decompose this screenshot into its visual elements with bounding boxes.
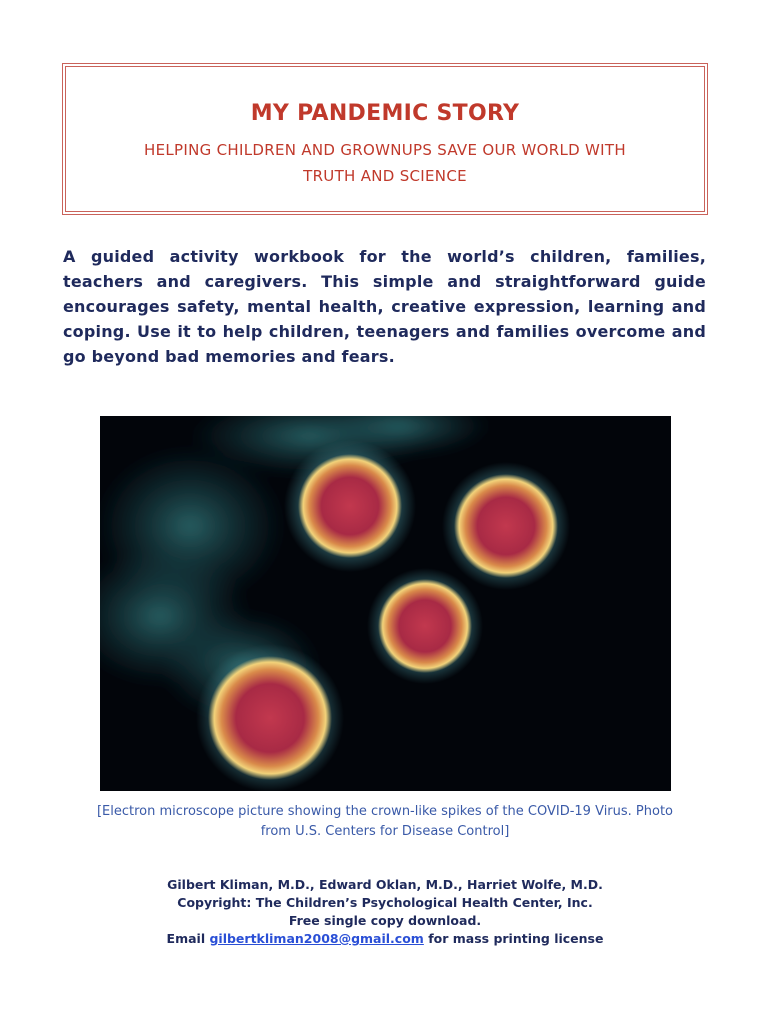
photo-caption [40,802,730,842]
caption-line-1: [Electron microscope picture showing the crown-like spikes of the COVID-19 Virus. Photo [96,804,674,819]
caption-line-2: from U.S. Centers for Disease Control] [260,824,510,839]
email-suffix: for mass printing license [428,931,604,946]
email-link[interactable]: gilbertkliman2008@gmail.com [209,931,424,946]
intro-paragraph: A guided activity workbook for the world’s children, families, teachers and caregivers. This simple and straightforward guide encourages safety, mental health, creative expression, learning and coping. Use it to help children, teenagers and families overcome and go beyond bad memories and fears. [63,247,706,366]
document-title: MY PANDEMIC STORY [250,101,520,126]
download-line: Free single copy download. [288,913,482,928]
copyright-line: Copyright: The Children’s Psychological Health Center, Inc. [177,895,593,910]
virus-particle [442,462,570,590]
virus-particle [284,440,416,572]
title-box [65,66,705,212]
subtitle-line-1: HELPING CHILDREN AND GROWNUPS SAVE OUR WORLD WITH [144,141,626,159]
authors-line: Gilbert Kliman, M.D., Edward Oklan, M.D., Harriet Wolfe, M.D. [167,877,603,892]
virus-microscope-photo [100,416,671,791]
email-line [0,930,770,948]
credits-block [0,876,770,948]
subtitle-line-2: TRUTH AND SCIENCE [303,167,467,185]
virus-illustration [100,416,671,791]
document-subtitle [86,137,684,189]
virus-particle [196,644,344,791]
virus-particle [367,568,483,684]
email-prefix: Email [166,931,206,946]
